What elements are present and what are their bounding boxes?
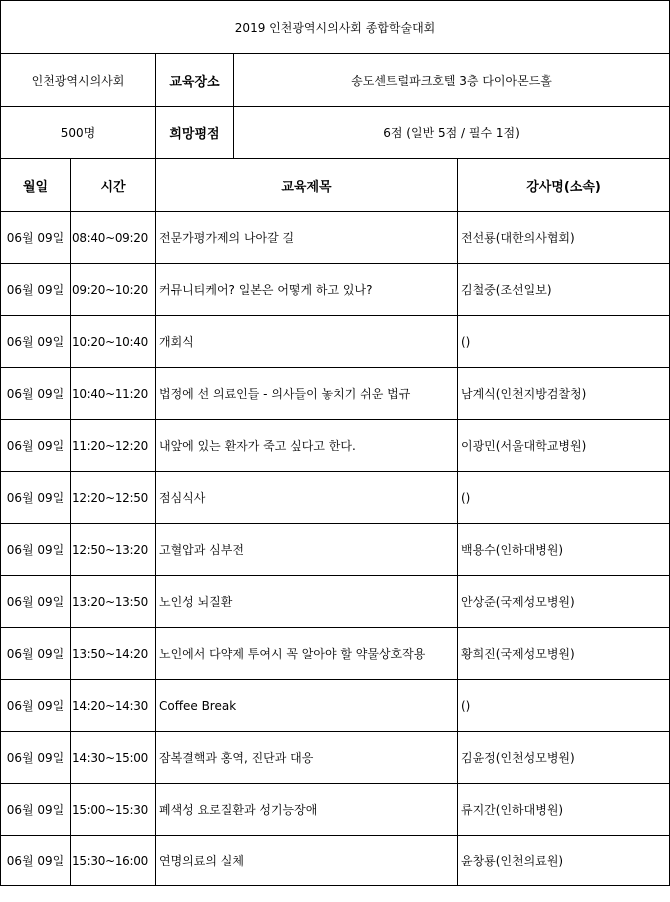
session-subject: 법정에 선 의료인들 - 의사들이 놓치기 쉬운 법규 <box>156 368 458 420</box>
table-row <box>1 576 670 628</box>
page-title: 2019 인천광역시의사회 종합학술대회 <box>1 1 670 54</box>
session-lecturer: 김윤정(인천성모병원) <box>458 732 670 784</box>
session-date: 06월 09일 <box>1 264 71 316</box>
session-date: 06월 09일 <box>1 212 71 264</box>
session-subject: 노인에서 다약제 투여시 꼭 알아야 할 약물상호작용 <box>156 628 458 680</box>
table-row <box>1 680 670 732</box>
session-date: 06월 09일 <box>1 628 71 680</box>
session-lecturer: 안상준(국제성모병원) <box>458 576 670 628</box>
credits-value: 6점 (일반 5점 / 필수 1점) <box>234 107 670 159</box>
session-date: 06월 09일 <box>1 784 71 836</box>
session-date: 06월 09일 <box>1 316 71 368</box>
session-date: 06월 09일 <box>1 472 71 524</box>
header-time: 시간 <box>71 159 156 212</box>
session-subject: 점심식사 <box>156 472 458 524</box>
session-subject: 노인성 뇌질환 <box>156 576 458 628</box>
session-lecturer: () <box>458 472 670 524</box>
table-row <box>1 316 670 368</box>
venue-label: 교육장소 <box>156 54 234 107</box>
session-subject: 개회식 <box>156 316 458 368</box>
session-time: 13:50~14:20 <box>71 628 156 680</box>
session-time: 12:50~13:20 <box>71 524 156 576</box>
table-row <box>1 628 670 680</box>
session-lecturer: 이광민(서울대학교병원) <box>458 420 670 472</box>
session-date: 06월 09일 <box>1 836 71 886</box>
session-lecturer: 류지간(인하대병원) <box>458 784 670 836</box>
credits-row <box>1 107 670 159</box>
session-lecturer: 황희진(국제성모병원) <box>458 628 670 680</box>
table-row <box>1 212 670 264</box>
session-time: 10:20~10:40 <box>71 316 156 368</box>
table-row <box>1 524 670 576</box>
session-time: 08:40~09:20 <box>71 212 156 264</box>
session-time: 13:20~13:50 <box>71 576 156 628</box>
organizer: 인천광역시의사회 <box>1 54 156 107</box>
table-row <box>1 732 670 784</box>
credits-label: 희망평점 <box>156 107 234 159</box>
table-row <box>1 264 670 316</box>
header-subject: 교육제목 <box>156 159 458 212</box>
session-subject: 전문가평가제의 나아갈 길 <box>156 212 458 264</box>
table-row <box>1 836 670 886</box>
session-date: 06월 09일 <box>1 576 71 628</box>
venue-value: 송도센트럴파크호텔 3층 다이아몬드홀 <box>234 54 670 107</box>
session-time: 09:20~10:20 <box>71 264 156 316</box>
session-date: 06월 09일 <box>1 680 71 732</box>
table-row <box>1 368 670 420</box>
title-row <box>1 1 670 54</box>
session-time: 12:20~12:50 <box>71 472 156 524</box>
session-time: 11:20~12:20 <box>71 420 156 472</box>
session-time: 15:00~15:30 <box>71 784 156 836</box>
session-lecturer: () <box>458 680 670 732</box>
table-row <box>1 420 670 472</box>
session-date: 06월 09일 <box>1 732 71 784</box>
session-date: 06월 09일 <box>1 524 71 576</box>
session-subject: 잠복결핵과 홍역, 진단과 대응 <box>156 732 458 784</box>
session-lecturer: 백용수(인하대병원) <box>458 524 670 576</box>
session-lecturer: 김철중(조선일보) <box>458 264 670 316</box>
session-date: 06월 09일 <box>1 420 71 472</box>
venue-row <box>1 54 670 107</box>
session-list <box>1 212 670 886</box>
header-date: 월일 <box>1 159 71 212</box>
session-subject: 커뮤니티케어? 일본은 어떻게 하고 있나? <box>156 264 458 316</box>
table-row <box>1 784 670 836</box>
session-subject: 연명의료의 실체 <box>156 836 458 886</box>
table-row <box>1 472 670 524</box>
session-subject: 내앞에 있는 환자가 죽고 싶다고 한다. <box>156 420 458 472</box>
session-date: 06월 09일 <box>1 368 71 420</box>
session-subject: Coffee Break <box>156 680 458 732</box>
session-lecturer: () <box>458 316 670 368</box>
session-time: 10:40~11:20 <box>71 368 156 420</box>
session-time: 14:20~14:30 <box>71 680 156 732</box>
header-row <box>1 159 670 212</box>
header-lecturer: 강사명(소속) <box>458 159 670 212</box>
session-lecturer: 윤창룡(인천의료원) <box>458 836 670 886</box>
session-time: 15:30~16:00 <box>71 836 156 886</box>
session-lecturer: 남계식(인천지방검찰청) <box>458 368 670 420</box>
session-subject: 고혈압과 심부전 <box>156 524 458 576</box>
session-lecturer: 전선룡(대한의사협회) <box>458 212 670 264</box>
session-subject: 폐색성 요로질환과 성기능장애 <box>156 784 458 836</box>
attendee-count: 500명 <box>1 107 156 159</box>
session-time: 14:30~15:00 <box>71 732 156 784</box>
